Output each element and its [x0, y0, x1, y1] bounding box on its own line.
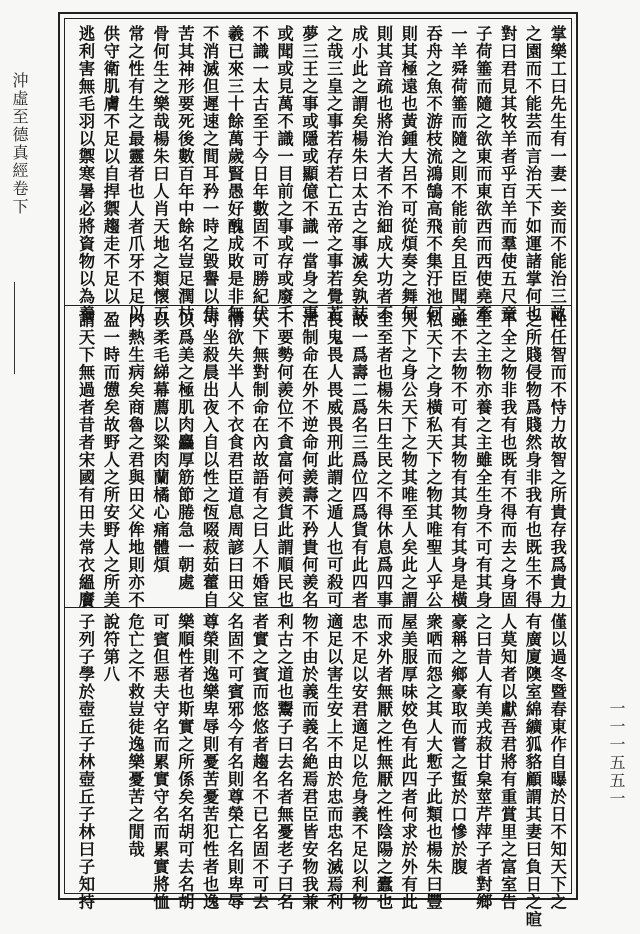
text-column: 子荷箠而隨之欲東而東欲西而西使堯牽: [473, 25, 493, 323]
text-column: 子列子學於壺丘子林壺丘子林曰子知持: [76, 613, 95, 911]
chapter-heading: 說符第八: [100, 613, 120, 683]
text-column: 物不由於義而義名絶焉君臣皆安物我兼: [299, 613, 319, 911]
text-column: 私天下之身橫私天下之物其唯聖人乎公: [423, 311, 443, 609]
text-column: 謂天下無過者昔者宋國有田夫常衣縕黂: [76, 311, 95, 609]
text-column: 尊榮則逸樂卑辱則憂苦憂苦犯性者也逸: [200, 613, 220, 911]
text-column: 不識一太古至于今日年數固不可勝紀伏: [249, 25, 269, 323]
text-column: 對曰君見其牧羊者乎百羊而羣使五尺童: [498, 25, 518, 323]
text-column: 以柔毛綈幕薦以粱肉蘭橘心痛體煩: [150, 311, 170, 574]
text-column: 成小此之謂矣楊朱曰太古之事滅矣孰誌: [349, 25, 369, 323]
text-column: 則其極遠也黃鍾大呂不可從煩奏之舞何: [398, 25, 418, 323]
text-column: 衆哂而怨之其人大慙子此類也楊朱曰豐: [423, 613, 443, 911]
text-column: 常之性有生之最靈者也人者爪牙不足以: [125, 25, 145, 323]
text-column: 樂順性者也斯實之所係矣名胡可去名胡: [175, 613, 195, 911]
text-column: 或聞或見萬不識一目前之事或存或廢千: [274, 25, 294, 323]
text-column: 骨何生之樂哉楊朱曰人肖天地之類懷五: [150, 25, 170, 323]
text-column: 苦其神形要死後數百年中餘名豈足潤枯: [175, 25, 195, 323]
text-column: 豪稱之鄉豪取而嘗之蜇於口慘於腹: [448, 613, 468, 876]
text-column: 至至者也楊朱曰生民之不得休息爲四事: [373, 311, 393, 609]
volume-label: 卷下: [10, 180, 29, 216]
text-column: 名固不可賓邪今有名則尊榮亡名則卑辱: [224, 613, 244, 911]
text-column: 則其音疏也將治大者不治細成大功者不: [373, 25, 393, 323]
text-column: 天下之身公天下之物其唯至人矣此之謂: [398, 311, 418, 609]
text-column: 一羊舜荷箠而隨之則不能前矣且臣聞之: [448, 25, 468, 323]
text-column: 可坐殺晨出夜入自以性之恆啜菽茹藿自: [200, 311, 220, 609]
text-column: 有廣廈隩室綿纊狐貉顧謂其妻曰負日之暄: [522, 613, 542, 928]
text-column: 雖不去物不可有其物有其物有其身是橫: [448, 311, 468, 609]
page-number: 一一一五五一: [607, 700, 626, 808]
text-column: 畏鬼畏人畏威畏刑此謂之遁人也可殺可: [324, 311, 344, 609]
text-column: 羲已來三十餘萬歲賢愚好醜成敗是非無: [224, 25, 244, 323]
text-column: 之曰昔人有美戎菽甘枲莖芹萍子者對鄉: [473, 613, 493, 911]
page-frame: [58, 12, 578, 928]
text-column: 天下無對制命在內故語有之曰人不婚宦: [249, 311, 269, 609]
text-column: 利古之道也鬻子曰去名者無憂老子曰名: [274, 613, 294, 911]
text-column: 供守衛肌膚不足以自捍禦趨走不足以: [100, 25, 120, 305]
text-column: 僅以過冬暨春東作自曝於日不知天下之: [547, 613, 567, 911]
margin-rule: [14, 282, 15, 374]
text-column: 不消滅但遲速之間耳矜一時之毀譽以焦: [200, 25, 220, 323]
text-column: 盈一時而憊矣故野人之所安野人之所美: [100, 311, 120, 609]
text-column: 内熱生病矣商魯之君與田父侔地則亦不: [125, 311, 145, 609]
text-column: 之園而不能芸而言治天下如運諸掌何也: [522, 25, 542, 323]
text-column: 掌樂工曰先生有一妻一妾而不能治三畝: [547, 25, 567, 323]
text-column: 生之主物亦養之主雖全生身不可有其身: [473, 311, 493, 609]
text-column: 不全之物非我有也既有不得而去之身固: [498, 311, 518, 609]
text-column: 不要勢何羨位不貪富何羨貨此謂順民也: [274, 311, 294, 609]
sutra-title-margin: [8, 72, 31, 216]
text-column: 屋美服厚味姣色有此四者何求於外有此: [398, 613, 418, 911]
sutra-title: 沖虛至德真經: [10, 72, 29, 180]
text-column: 活制命在外不逆命何羨壽不矜貴何羨名: [299, 311, 319, 609]
text-column: 夢三王之事或隱或顯億不識一當身之事: [299, 25, 319, 323]
text-column: 可賓但惡夫守名而累實守名而累實將恤: [150, 613, 170, 911]
text-column: 忠不足以安君適足以危身義不足以利物: [349, 613, 369, 911]
text-column: 之所賤侵物爲賤然身非我有也既生不得: [522, 311, 542, 609]
text-column: 故一爲壽二爲名三爲位四爲貨有此四者: [349, 311, 369, 609]
page-frame-inner: [64, 18, 572, 928]
text-column: 人莫知者以獻吾君將有重賞里之富室告: [498, 613, 518, 911]
text-register-middle: [71, 311, 567, 609]
text-column: 危亡之不救豈徒逸樂憂苦之閒哉: [125, 613, 145, 858]
text-column: 之哉三皇之事若存若亡五帝之事若覺若: [324, 25, 344, 323]
text-column: 者實之賓而悠悠者趨名不已名固不可去: [249, 613, 269, 911]
text-column: 吞舟之魚不游枝流鴻鵠高飛不集汙池何: [423, 25, 443, 323]
text-column: 以爲美之極肌肉麤厚筋節腃急一朝處: [175, 311, 195, 591]
text-column: 性任智而不恃力故智之所貴存我爲貴力: [547, 311, 567, 609]
text-column: 適足以害生安上不由於忠而忠名滅焉利: [324, 613, 344, 911]
text-column: 逃利害無毛羽以禦寒暑必將資物以為養: [76, 25, 95, 323]
text-column: 情欲失半人不衣食君臣道息周諺曰田父: [224, 311, 244, 609]
text-register-top: [71, 25, 567, 323]
text-register-bottom: [71, 613, 567, 928]
text-column: 而求外者無厭之性無厭之性陰陽之蠹也: [373, 613, 393, 911]
